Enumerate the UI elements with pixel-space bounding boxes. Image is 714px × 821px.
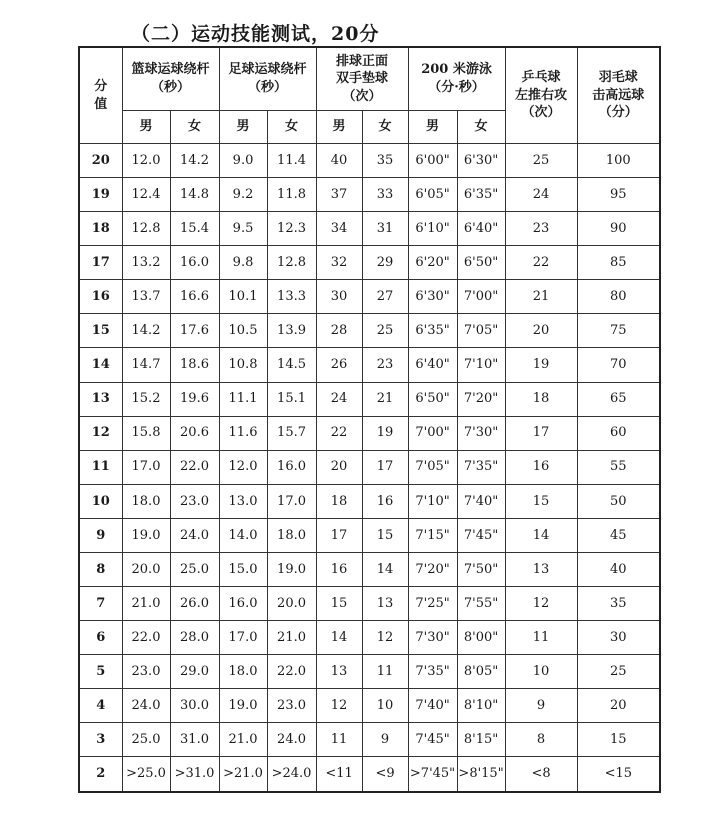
- header-female: 女: [362, 111, 408, 144]
- cell-volleyball-female: 25: [362, 314, 408, 348]
- cell-volleyball-female: 16: [362, 484, 408, 518]
- cell-swim-female: 6'40": [457, 212, 505, 246]
- cell-basketball-male: 15.2: [122, 382, 170, 416]
- cell-swim-male: 6'05": [408, 178, 457, 212]
- cell-pingpong: 19: [505, 348, 577, 382]
- cell-volleyball-male: 13: [316, 655, 362, 689]
- cell-swim-male: 6'00": [408, 144, 457, 178]
- cell-basketball-male: 12.4: [122, 178, 170, 212]
- cell-basketball-female: 14.8: [170, 178, 219, 212]
- cell-basketball-female: 19.6: [170, 382, 219, 416]
- cell-swim-female: 8'00": [457, 621, 505, 655]
- table-row: [79, 484, 660, 518]
- cell-volleyball-female: 11: [362, 655, 408, 689]
- cell-swim-female: 7'40": [457, 484, 505, 518]
- cell-volleyball-male: 12: [316, 689, 362, 723]
- cell-score-level: 12: [79, 416, 122, 450]
- cell-football-male: 21.0: [219, 723, 267, 757]
- cell-pingpong: 24: [505, 178, 577, 212]
- cell-basketball-male: 14.7: [122, 348, 170, 382]
- cell-basketball-male: 12.0: [122, 144, 170, 178]
- cell-volleyball-female: 29: [362, 246, 408, 280]
- table-row: [79, 723, 660, 757]
- cell-football-female: >24.0: [267, 757, 316, 792]
- cell-basketball-female: 22.0: [170, 450, 219, 484]
- cell-football-female: 11.4: [267, 144, 316, 178]
- cell-football-female: 15.1: [267, 382, 316, 416]
- cell-volleyball-male: 30: [316, 280, 362, 314]
- cell-football-male: 9.8: [219, 246, 267, 280]
- cell-badminton: <15: [577, 757, 660, 792]
- cell-pingpong: 9: [505, 689, 577, 723]
- table-row: [79, 348, 660, 382]
- cell-score-level: 15: [79, 314, 122, 348]
- cell-badminton: 100: [577, 144, 660, 178]
- cell-swim-female: 7'05": [457, 314, 505, 348]
- cell-score-level: 20: [79, 144, 122, 178]
- cell-pingpong: 16: [505, 450, 577, 484]
- header-swim: 200 米游泳 （分·秒）: [408, 47, 505, 111]
- cell-volleyball-female: 12: [362, 621, 408, 655]
- cell-volleyball-male: <11: [316, 757, 362, 792]
- cell-football-female: 14.5: [267, 348, 316, 382]
- cell-volleyball-female: 9: [362, 723, 408, 757]
- cell-score-level: 8: [79, 552, 122, 586]
- cell-basketball-female: 31.0: [170, 723, 219, 757]
- cell-pingpong: 21: [505, 280, 577, 314]
- cell-volleyball-male: 28: [316, 314, 362, 348]
- cell-swim-female: 6'30": [457, 144, 505, 178]
- cell-basketball-male: >25.0: [122, 757, 170, 792]
- cell-basketball-female: 26.0: [170, 587, 219, 621]
- score-table: [78, 46, 661, 793]
- table-row: [79, 450, 660, 484]
- cell-football-female: 23.0: [267, 689, 316, 723]
- cell-swim-female: 7'00": [457, 280, 505, 314]
- cell-badminton: 20: [577, 689, 660, 723]
- cell-basketball-female: 16.6: [170, 280, 219, 314]
- cell-badminton: 40: [577, 552, 660, 586]
- cell-football-male: 10.8: [219, 348, 267, 382]
- cell-football-female: 11.8: [267, 178, 316, 212]
- table-row: [79, 314, 660, 348]
- cell-football-female: 19.0: [267, 552, 316, 586]
- cell-score-level: 7: [79, 587, 122, 621]
- cell-swim-female: 8'10": [457, 689, 505, 723]
- cell-basketball-male: 13.7: [122, 280, 170, 314]
- cell-volleyball-male: 32: [316, 246, 362, 280]
- cell-volleyball-male: 24: [316, 382, 362, 416]
- cell-score-level: 14: [79, 348, 122, 382]
- cell-volleyball-male: 11: [316, 723, 362, 757]
- cell-badminton: 80: [577, 280, 660, 314]
- cell-volleyball-female: 15: [362, 518, 408, 552]
- cell-basketball-female: >31.0: [170, 757, 219, 792]
- cell-volleyball-male: 14: [316, 621, 362, 655]
- cell-football-female: 20.0: [267, 587, 316, 621]
- cell-football-female: 18.0: [267, 518, 316, 552]
- cell-volleyball-female: 17: [362, 450, 408, 484]
- cell-swim-female: 8'15": [457, 723, 505, 757]
- cell-swim-male: 7'00": [408, 416, 457, 450]
- cell-football-male: 17.0: [219, 621, 267, 655]
- cell-swim-female: 7'50": [457, 552, 505, 586]
- cell-volleyball-male: 40: [316, 144, 362, 178]
- cell-football-male: 14.0: [219, 518, 267, 552]
- cell-swim-male: 7'30": [408, 621, 457, 655]
- cell-volleyball-male: 16: [316, 552, 362, 586]
- cell-swim-male: 6'50": [408, 382, 457, 416]
- cell-pingpong: 8: [505, 723, 577, 757]
- header-row-main: [79, 47, 660, 111]
- cell-swim-male: 6'10": [408, 212, 457, 246]
- cell-basketball-male: 17.0: [122, 450, 170, 484]
- cell-football-male: 11.1: [219, 382, 267, 416]
- cell-volleyball-female: 21: [362, 382, 408, 416]
- cell-basketball-male: 12.8: [122, 212, 170, 246]
- header-basketball: 篮球运球绕杆 （秒）: [122, 47, 219, 111]
- cell-score-level: 19: [79, 178, 122, 212]
- cell-volleyball-male: 15: [316, 587, 362, 621]
- cell-swim-female: 6'35": [457, 178, 505, 212]
- cell-basketball-male: 18.0: [122, 484, 170, 518]
- cell-basketball-male: 24.0: [122, 689, 170, 723]
- table-row: [79, 587, 660, 621]
- cell-pingpong: <8: [505, 757, 577, 792]
- cell-volleyball-female: 13: [362, 587, 408, 621]
- cell-basketball-male: 21.0: [122, 587, 170, 621]
- header-male: 男: [408, 111, 457, 144]
- cell-badminton: 35: [577, 587, 660, 621]
- cell-score-level: 5: [79, 655, 122, 689]
- header-male: 男: [316, 111, 362, 144]
- cell-pingpong: 17: [505, 416, 577, 450]
- table-row: [79, 144, 660, 178]
- cell-basketball-female: 28.0: [170, 621, 219, 655]
- header-volleyball: 排球正面 双手垫球 （次）: [316, 47, 408, 111]
- cell-swim-female: 7'55": [457, 587, 505, 621]
- cell-score-level: 9: [79, 518, 122, 552]
- cell-football-male: 10.1: [219, 280, 267, 314]
- cell-basketball-female: 14.2: [170, 144, 219, 178]
- cell-basketball-male: 25.0: [122, 723, 170, 757]
- cell-basketball-male: 22.0: [122, 621, 170, 655]
- cell-score-level: 11: [79, 450, 122, 484]
- cell-football-male: 10.5: [219, 314, 267, 348]
- cell-football-male: 12.0: [219, 450, 267, 484]
- cell-football-male: 9.0: [219, 144, 267, 178]
- header-female: 女: [170, 111, 219, 144]
- cell-swim-male: 6'20": [408, 246, 457, 280]
- cell-football-female: 12.3: [267, 212, 316, 246]
- cell-pingpong: 12: [505, 587, 577, 621]
- cell-pingpong: 25: [505, 144, 577, 178]
- cell-badminton: 60: [577, 416, 660, 450]
- cell-basketball-female: 29.0: [170, 655, 219, 689]
- cell-volleyball-female: 33: [362, 178, 408, 212]
- cell-swim-male: 7'35": [408, 655, 457, 689]
- cell-badminton: 25: [577, 655, 660, 689]
- header-male: 男: [219, 111, 267, 144]
- cell-pingpong: 22: [505, 246, 577, 280]
- cell-swim-female: 8'05": [457, 655, 505, 689]
- table-row: [79, 757, 660, 792]
- cell-volleyball-male: 37: [316, 178, 362, 212]
- cell-football-female: 16.0: [267, 450, 316, 484]
- cell-basketball-female: 17.6: [170, 314, 219, 348]
- cell-volleyball-female: 27: [362, 280, 408, 314]
- cell-basketball-female: 23.0: [170, 484, 219, 518]
- cell-swim-male: >7'45": [408, 757, 457, 792]
- table-row: [79, 382, 660, 416]
- table-row: [79, 655, 660, 689]
- cell-pingpong: 20: [505, 314, 577, 348]
- cell-pingpong: 23: [505, 212, 577, 246]
- cell-swim-male: 6'40": [408, 348, 457, 382]
- cell-swim-female: 7'30": [457, 416, 505, 450]
- cell-score-level: 2: [79, 757, 122, 792]
- cell-swim-male: 7'25": [408, 587, 457, 621]
- cell-basketball-female: 20.6: [170, 416, 219, 450]
- cell-score-level: 18: [79, 212, 122, 246]
- table-row: [79, 518, 660, 552]
- cell-volleyball-male: 18: [316, 484, 362, 518]
- cell-score-level: 17: [79, 246, 122, 280]
- cell-pingpong: 14: [505, 518, 577, 552]
- cell-swim-male: 7'15": [408, 518, 457, 552]
- cell-football-male: >21.0: [219, 757, 267, 792]
- table-row: [79, 552, 660, 586]
- cell-badminton: 50: [577, 484, 660, 518]
- table-row: [79, 689, 660, 723]
- cell-football-female: 21.0: [267, 621, 316, 655]
- cell-swim-male: 6'30": [408, 280, 457, 314]
- cell-basketball-female: 16.0: [170, 246, 219, 280]
- cell-basketball-male: 15.8: [122, 416, 170, 450]
- cell-score-level: 10: [79, 484, 122, 518]
- cell-badminton: 15: [577, 723, 660, 757]
- cell-basketball-female: 25.0: [170, 552, 219, 586]
- cell-swim-female: 7'35": [457, 450, 505, 484]
- cell-football-female: 12.8: [267, 246, 316, 280]
- cell-badminton: 30: [577, 621, 660, 655]
- cell-swim-female: 6'50": [457, 246, 505, 280]
- cell-badminton: 45: [577, 518, 660, 552]
- cell-swim-male: 6'35": [408, 314, 457, 348]
- cell-volleyball-male: 17: [316, 518, 362, 552]
- cell-swim-male: 7'10": [408, 484, 457, 518]
- header-female: 女: [267, 111, 316, 144]
- cell-swim-female: 7'20": [457, 382, 505, 416]
- cell-basketball-male: 23.0: [122, 655, 170, 689]
- cell-swim-male: 7'40": [408, 689, 457, 723]
- cell-pingpong: 18: [505, 382, 577, 416]
- table-row: [79, 178, 660, 212]
- cell-badminton: 75: [577, 314, 660, 348]
- table-row: [79, 416, 660, 450]
- cell-swim-male: 7'05": [408, 450, 457, 484]
- header-score: 分 值: [79, 47, 122, 144]
- cell-football-male: 18.0: [219, 655, 267, 689]
- cell-pingpong: 10: [505, 655, 577, 689]
- cell-football-female: 24.0: [267, 723, 316, 757]
- header-football: 足球运球绕杆 （秒）: [219, 47, 316, 111]
- cell-volleyball-female: <9: [362, 757, 408, 792]
- cell-pingpong: 15: [505, 484, 577, 518]
- header-pingpong: 乒乓球 左推右攻 （次）: [505, 47, 577, 144]
- cell-score-level: 13: [79, 382, 122, 416]
- cell-football-female: 17.0: [267, 484, 316, 518]
- cell-swim-male: 7'45": [408, 723, 457, 757]
- table-row: [79, 280, 660, 314]
- cell-volleyball-male: 20: [316, 450, 362, 484]
- cell-volleyball-male: 34: [316, 212, 362, 246]
- cell-badminton: 85: [577, 246, 660, 280]
- cell-volleyball-female: 19: [362, 416, 408, 450]
- cell-swim-female: 7'10": [457, 348, 505, 382]
- header-male: 男: [122, 111, 170, 144]
- cell-score-level: 4: [79, 689, 122, 723]
- cell-swim-female: >8'15": [457, 757, 505, 792]
- cell-football-male: 15.0: [219, 552, 267, 586]
- cell-football-male: 13.0: [219, 484, 267, 518]
- cell-volleyball-male: 26: [316, 348, 362, 382]
- cell-volleyball-female: 35: [362, 144, 408, 178]
- cell-volleyball-female: 10: [362, 689, 408, 723]
- cell-football-male: 19.0: [219, 689, 267, 723]
- cell-basketball-male: 20.0: [122, 552, 170, 586]
- table-row: [79, 212, 660, 246]
- cell-volleyball-male: 22: [316, 416, 362, 450]
- cell-football-female: 13.3: [267, 280, 316, 314]
- cell-basketball-male: 13.2: [122, 246, 170, 280]
- cell-badminton: 90: [577, 212, 660, 246]
- cell-pingpong: 13: [505, 552, 577, 586]
- cell-swim-female: 7'45": [457, 518, 505, 552]
- cell-football-male: 9.2: [219, 178, 267, 212]
- cell-badminton: 70: [577, 348, 660, 382]
- cell-football-female: 22.0: [267, 655, 316, 689]
- header-female: 女: [457, 111, 505, 144]
- cell-football-male: 9.5: [219, 212, 267, 246]
- header-badminton: 羽毛球 击高远球 （分）: [577, 47, 660, 144]
- cell-volleyball-female: 23: [362, 348, 408, 382]
- table-row: [79, 621, 660, 655]
- cell-football-female: 15.7: [267, 416, 316, 450]
- table-row: [79, 246, 660, 280]
- cell-swim-male: 7'20": [408, 552, 457, 586]
- cell-basketball-female: 18.6: [170, 348, 219, 382]
- cell-badminton: 65: [577, 382, 660, 416]
- cell-pingpong: 11: [505, 621, 577, 655]
- cell-basketball-male: 19.0: [122, 518, 170, 552]
- cell-score-level: 3: [79, 723, 122, 757]
- cell-badminton: 95: [577, 178, 660, 212]
- cell-basketball-female: 15.4: [170, 212, 219, 246]
- cell-basketball-male: 14.2: [122, 314, 170, 348]
- cell-volleyball-female: 14: [362, 552, 408, 586]
- cell-football-male: 11.6: [219, 416, 267, 450]
- cell-volleyball-female: 31: [362, 212, 408, 246]
- cell-football-female: 13.9: [267, 314, 316, 348]
- cell-badminton: 55: [577, 450, 660, 484]
- page-title: （二）运动技能测试，20分: [131, 23, 380, 45]
- cell-score-level: 6: [79, 621, 122, 655]
- table-body: [79, 144, 660, 793]
- cell-basketball-female: 24.0: [170, 518, 219, 552]
- cell-score-level: 16: [79, 280, 122, 314]
- cell-football-male: 16.0: [219, 587, 267, 621]
- cell-basketball-female: 30.0: [170, 689, 219, 723]
